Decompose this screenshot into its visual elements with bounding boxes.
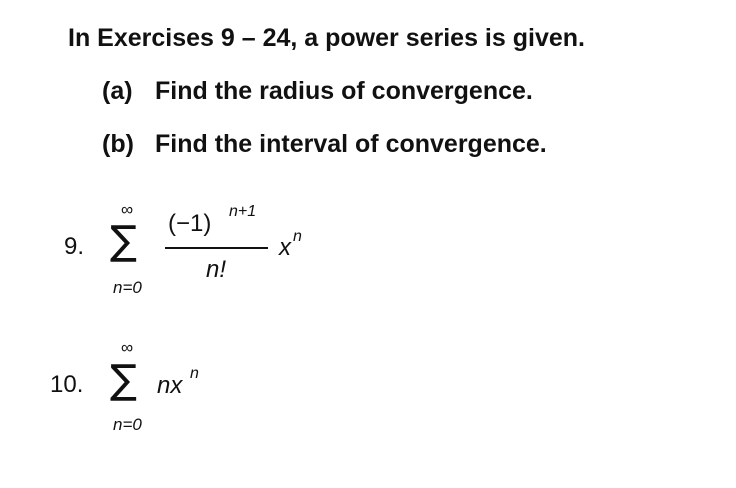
- part-b-text: Find the interval of convergence.: [155, 130, 547, 158]
- exercise-number: 9.: [64, 233, 85, 260]
- summation-symbol: ∑: [110, 218, 137, 264]
- part-a-label: (a): [102, 77, 133, 105]
- part-b-label: (b): [102, 130, 134, 158]
- summation-symbol: ∑: [110, 357, 137, 403]
- factor-base: x: [279, 234, 291, 261]
- exercise-number: 10.: [50, 371, 84, 398]
- fraction-denominator: n!: [206, 256, 227, 283]
- fraction-numerator: (−1): [168, 210, 212, 237]
- numerator-exponent: n+1: [229, 203, 257, 220]
- sum-upper-limit: ∞: [121, 200, 134, 219]
- summand: nx: [157, 372, 183, 399]
- summand-exponent: n: [190, 365, 199, 382]
- part-a-text: Find the radius of convergence.: [155, 77, 533, 105]
- factor-exponent: n: [293, 228, 302, 245]
- instructions-heading: In Exercises 9 – 24, a power series is given.: [68, 24, 585, 52]
- sum-upper-limit: ∞: [121, 338, 134, 357]
- fraction-bar: [165, 247, 268, 249]
- sum-lower-limit: n=0: [113, 278, 142, 297]
- sum-lower-limit: n=0: [113, 415, 142, 434]
